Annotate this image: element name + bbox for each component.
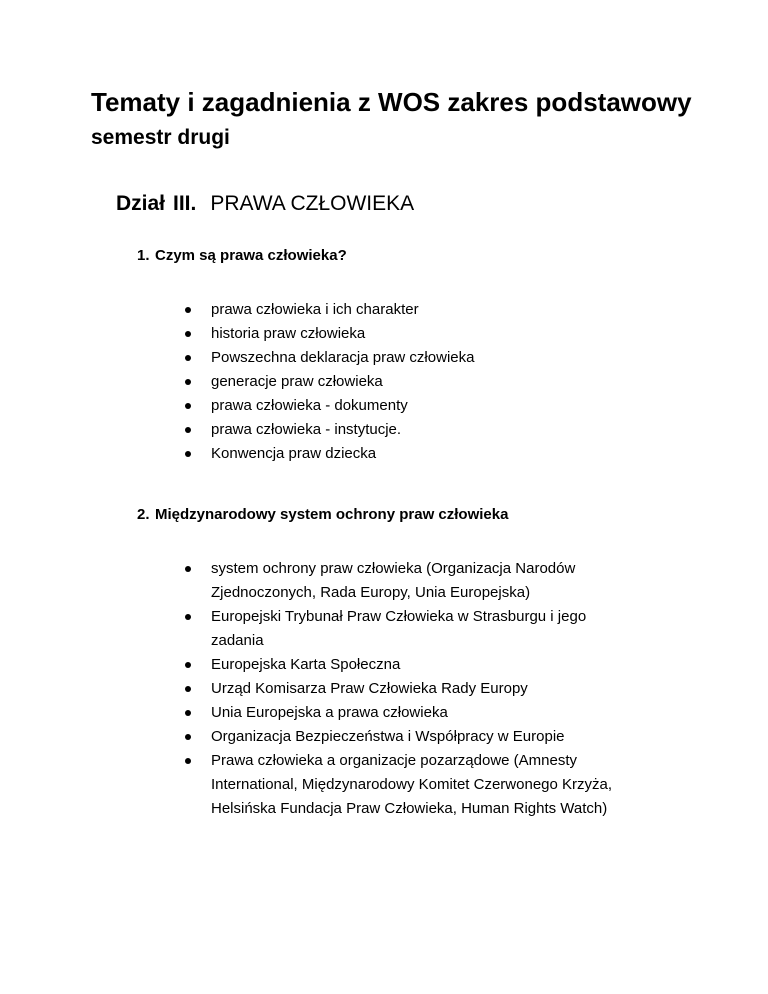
list-item: Europejska Karta Społeczna — [137, 653, 631, 677]
topic-title-text: Międzynarodowy system ochrony praw człowieka — [155, 506, 509, 523]
topic-title-text: Czym są prawa człowieka? — [155, 247, 347, 264]
list-item: Prawa człowieka a organizacje pozarządowe (Amnesty International, Międzynarodowy Komitet Czerwonego Krzyża, Helsińska Fundacja Praw Człowieka, Human Rights Watch) — [137, 749, 631, 821]
list-item: Europejski Trybunał Praw Człowieka w Strasburgu i jego zadania — [137, 605, 631, 653]
document-subtitle: semestr drugi — [91, 126, 230, 149]
topic-number: 1. — [137, 247, 150, 264]
section-label: Dział — [116, 192, 166, 215]
bullet-icon — [185, 355, 191, 361]
list-item: Organizacja Bezpieczeństwa i Współpracy w Europie — [137, 725, 631, 749]
list-item: prawa człowieka i ich charakter — [137, 298, 631, 322]
list-item: prawa człowieka - dokumenty — [137, 394, 631, 418]
bullet-icon — [185, 451, 191, 457]
list-item: system ochrony praw człowieka (Organizacja Narodów Zjednoczonych, Rada Europy, Unia Europejska) — [137, 557, 631, 605]
bullet-icon — [185, 662, 191, 668]
bullet-icon — [185, 331, 191, 337]
list-item: prawa człowieka - instytucje. — [137, 418, 631, 442]
section-name: PRAWA CZŁOWIEKA — [210, 192, 415, 215]
bullet-icon — [185, 379, 191, 385]
list-item: historia praw człowieka — [137, 322, 631, 346]
topic-1-list — [137, 298, 737, 466]
bullet-icon — [185, 307, 191, 313]
topic-title — [137, 246, 737, 266]
topic-title — [137, 505, 737, 525]
document-title: Tematy i zagadnienia z WOS zakres podstawowy — [91, 87, 692, 117]
section-number: III. — [173, 192, 197, 215]
list-item: Unia Europejska a prawa człowieka — [137, 701, 631, 725]
list-item: generacje praw człowieka — [137, 370, 631, 394]
topic-number: 2. — [137, 506, 150, 523]
list-item: Powszechna deklaracja praw człowieka — [137, 346, 631, 370]
topic-1 — [137, 246, 737, 466]
section-heading — [116, 190, 414, 218]
bullet-icon — [185, 734, 191, 740]
bullet-icon — [185, 758, 191, 764]
bullet-icon — [185, 686, 191, 692]
topic-2 — [137, 505, 737, 821]
bullet-icon — [185, 710, 191, 716]
topic-2-list — [137, 557, 737, 821]
bullet-icon — [185, 566, 191, 572]
bullet-icon — [185, 614, 191, 620]
bullet-icon — [185, 403, 191, 409]
list-item: Urząd Komisarza Praw Człowieka Rady Europy — [137, 677, 631, 701]
bullet-icon — [185, 427, 191, 433]
list-item: Konwencja praw dziecka — [137, 442, 631, 466]
